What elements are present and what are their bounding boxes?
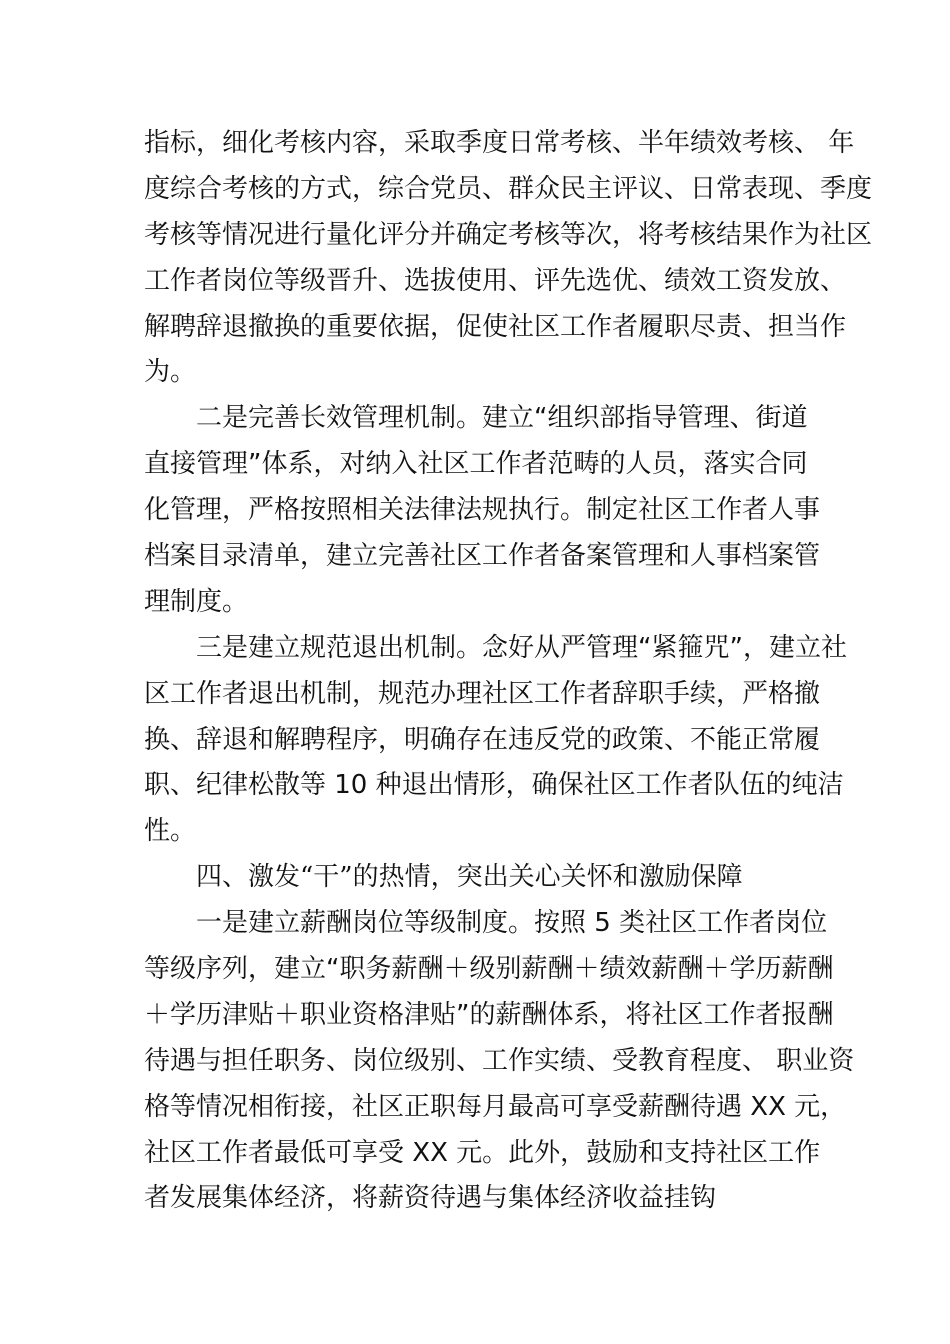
text-line-6: 为。: [144, 357, 197, 388]
text-line-14: 换、辞退和解聘程序，明确存在违反党的政策、不能正常履: [144, 724, 821, 755]
text-line-4: 工作者岗位等级晋升、选拔使用、评先选优、绩效工资发放、: [144, 265, 847, 296]
text-line-20: ＋学历津贴＋职业资格津贴”的薪酬体系，将社区工作者报酬: [144, 999, 834, 1030]
text-line-5: 解聘辞退撤换的重要依据，促使社区工作者履职尽责、担当作: [144, 311, 847, 342]
text-line-1: 指标，细化考核内容，采取季度日常考核、半年绩效考核、 年: [144, 128, 855, 158]
text-line-23: 社区工作者最低可享受 XX 元。此外，鼓励和支持社区工作: [144, 1137, 821, 1168]
text-line-3: 考核等情况进行量化评分并确定考核等次，将考核结果作为社区: [144, 219, 873, 250]
paragraph-2-first-line: 二是完善长效管理机制。建立“组织部指导管理、街道: [196, 403, 808, 434]
text-line-21: 待遇与担任职务、岗位级别、工作实绩、受教育程度、 职业资: [144, 1045, 855, 1076]
text-line-22: 格等情况相衔接，社区正职每月最高可享受薪酬待遇 XX 元，: [144, 1091, 847, 1122]
text-line-9: 化管理，严格按照相关法律法规执行。制定社区工作者人事: [144, 495, 821, 526]
document-body: [144, 121, 873, 1222]
text-line-16: 性。: [144, 816, 197, 847]
text-line-10: 档案目录清单，建立完善社区工作者备案管理和人事档案管: [144, 541, 821, 572]
text-line-19: 等级序列，建立“职务薪酬＋级别薪酬＋绩效薪酬＋学历薪酬: [144, 954, 834, 985]
text-line-24: 者发展集体经济，将薪资待遇与集体经济收益挂钩: [144, 1183, 717, 1214]
text-line-8: 直接管理”体系，对纳入社区工作者范畴的人员，落实合同: [144, 449, 808, 480]
text-line-2: 度综合考核的方式，综合党员、群众民主评议、日常表现、季度: [144, 173, 873, 204]
paragraph-5-first-line: 一是建立薪酬岗位等级制度。按照 5 类社区工作者岗位: [196, 908, 828, 939]
section-heading: 四、激发“干”的热情，突出关心关怀和激励保障: [196, 862, 743, 893]
text-line-13: 区工作者退出机制，规范办理社区工作者辞职手续，严格撤: [144, 678, 821, 709]
paragraph-3-first-line: 三是建立规范退出机制。念好从严管理“紧箍咒”，建立社: [196, 632, 847, 663]
text-line-11: 理制度。: [144, 586, 249, 617]
text-line-15: 职、纪律松散等 10 种退出情形，确保社区工作者队伍的纯洁: [144, 770, 844, 801]
